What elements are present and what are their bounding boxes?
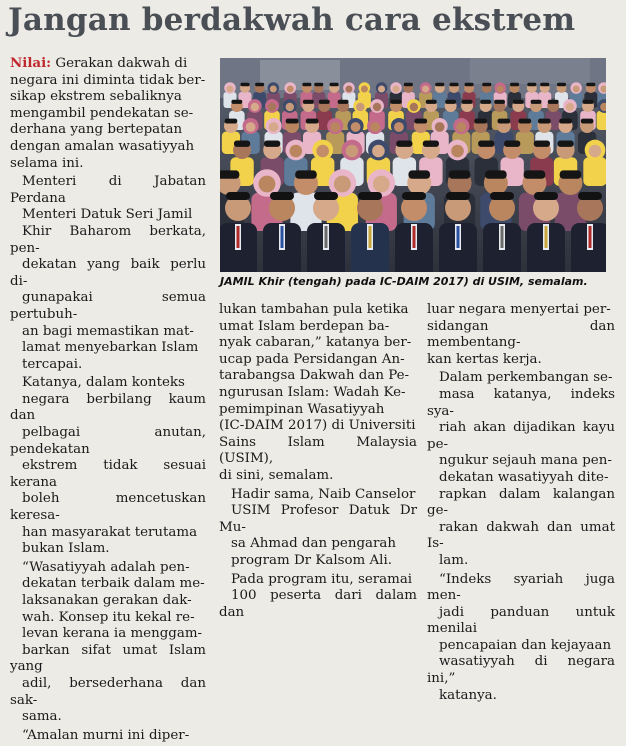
c1p2-line-3: dekatan yang baik perlu di-	[10, 257, 206, 289]
paragraph-9	[427, 302, 615, 368]
c3p3-line-4: katanya.	[439, 687, 497, 703]
c1p4-line-1: dekatan terbaik dalam me-	[22, 576, 205, 592]
c1p2-line-4: gunapakai semua pertubuh-	[10, 290, 206, 322]
column-2	[219, 302, 417, 623]
c3p1-line-2: kan kertas kerja.	[427, 351, 542, 367]
paragraph-3	[10, 375, 206, 558]
c1p3-line-0: Katanya, dalam konteks	[22, 375, 185, 391]
c2p1-line-3: ucap pada Persidangan An-	[219, 351, 405, 367]
c2p1-line-8: Sains Islam Malaysia (USIM),	[219, 434, 417, 467]
paragraph-2	[10, 174, 206, 373]
c1p1-line-2: sikap ekstrem sebaliknya	[10, 89, 182, 105]
c1p5-line-0: “Amalan murni ini diper-	[22, 727, 190, 743]
c1p2-line-1: Menteri Datuk Seri Jamil	[22, 207, 193, 223]
c1p1-line-1: negara ini diminta tidak ber-	[10, 72, 206, 88]
c2p1-line-4: tarabangsa Dakwah dan Pe-	[219, 368, 410, 384]
paragraph-7	[219, 487, 417, 570]
c1p1-line-5: dengan amalan wasatiyyah	[10, 138, 195, 154]
c2p2-line-0: Hadir sama, Naib Canselor	[231, 486, 416, 502]
c2p2-line-3: program Dr Kalsom Ali.	[231, 552, 392, 568]
paragraph-11	[427, 572, 615, 705]
c2p1-line-6: pemimpinan Wasatiyyah	[219, 401, 385, 417]
paragraph-6	[219, 302, 417, 485]
c3p2-line-6: rakan dakwah dan umat Is-	[427, 519, 615, 552]
event-photo	[220, 58, 606, 272]
c3p2-line-5: rapkan dalam kalangan ge-	[427, 486, 615, 519]
c1p4-line-0: “Wasatiyyah adalah pen-	[22, 559, 190, 575]
c1p4-line-7: sama.	[22, 709, 62, 725]
paragraph-8	[219, 572, 417, 622]
paragraph-10	[427, 370, 615, 569]
c3p3-line-2: pencapaian dan kejayaan	[439, 637, 612, 653]
column-3	[427, 302, 615, 706]
headline: Jangan berdakwah cara ekstrem	[8, 2, 576, 38]
c1p3-line-3: ekstrem tidak sesuai kerana	[10, 458, 206, 490]
c1p3-line-5: han masyarakat terutama	[22, 524, 198, 540]
c2p3-line-0: Pada program itu, seramai	[231, 571, 413, 587]
photo-caption: JAMIL Khir (tengah) pada IC-DAIM 2017) di USIM, semalam.	[220, 275, 588, 288]
c1p2-line-6: lamat menyebarkan Islam	[22, 340, 199, 356]
c1p4-line-3: wah. Konsep itu kekal re-	[22, 609, 195, 625]
c3p1-line-0: luar negara menyertai per-	[427, 302, 611, 317]
c1p4-line-2: laksanakan gerakan dak-	[22, 593, 192, 608]
c3p2-line-4: dekatan wasatiyyah dite-	[439, 469, 609, 485]
column-1	[10, 55, 206, 746]
c1p1-line-3: mengambil pendekatan se-	[10, 105, 194, 121]
c1p2-line-2: Khir Baharom berkata, pen-	[10, 223, 206, 256]
c1p2-line-7: tercapai.	[22, 356, 83, 372]
c2p1-line-5: ngurusan Islam: Wadah Ke-	[219, 384, 406, 400]
c2p1-line-9: di sini, semalam.	[219, 467, 334, 483]
c1p2-line-5: an bagi memastikan mat-	[22, 323, 194, 339]
c2p1-line-1: umat Islam berdepan ba-	[219, 318, 390, 334]
c2p3-line-1: 100 peserta dari dalam dan	[219, 588, 417, 620]
c3p3-line-3: wasatiyyah di negara ini,”	[427, 654, 615, 687]
c3p2-line-2: riah akan dijadikan kayu pe-	[427, 420, 615, 452]
audience-photo-illustration	[220, 58, 606, 272]
paragraph-4	[10, 560, 206, 726]
c1p4-line-5: barkan sifat umat Islam yang	[10, 642, 206, 675]
c1p1-line-0: Gerakan dakwah di	[55, 56, 188, 71]
c1p3-line-2: pelbagai anutan, pendekatan	[10, 425, 206, 457]
c1p4-line-4: levan kerana ia menggam-	[22, 626, 203, 642]
c2p2-line-1: USIM Profesor Datuk Dr Mu-	[219, 503, 417, 535]
c2p2-line-2: sa Ahmad dan pengarah	[231, 536, 397, 552]
c3p2-line-7: lam.	[439, 552, 469, 568]
c3p1-line-1: sidangan dan membentang-	[427, 318, 615, 351]
c2p1-line-2: nyak cabaran,” katanya ber-	[219, 335, 412, 351]
paragraph-1	[10, 55, 206, 172]
c1p1-line-6: selama ini.	[10, 155, 84, 171]
c1p1-line-4: derhana yang bertepatan	[10, 122, 183, 138]
paragraph-5	[10, 728, 206, 745]
c1p3-line-4: boleh mencetuskan keresa-	[10, 491, 206, 524]
c1p3-line-6: bukan Islam.	[22, 541, 110, 557]
c3p2-line-3: ngukur sejauh mana pen-	[439, 453, 612, 469]
c3p2-line-1: masa katanya, indeks sya-	[427, 386, 615, 419]
c1p3-line-1: negara berbilang kaum dan	[10, 391, 206, 424]
c1p2-line-0: Menteri di Jabatan Perdana	[10, 174, 206, 206]
c1p4-line-6: adil, bersederhana dan sak-	[10, 675, 206, 708]
c3p3-line-0: “Indeks syariah juga men-	[427, 571, 615, 604]
c3p3-line-1: jadi panduan untuk menilai	[427, 604, 615, 637]
c2p1-line-0: lukan tambahan pula ketika	[219, 302, 409, 317]
c3p2-line-0: Dalam perkembangan se-	[439, 370, 613, 386]
c2p1-line-7: (IC-DAIM 2017) di Universiti	[219, 418, 416, 434]
dateline: Nilai:	[10, 55, 52, 71]
